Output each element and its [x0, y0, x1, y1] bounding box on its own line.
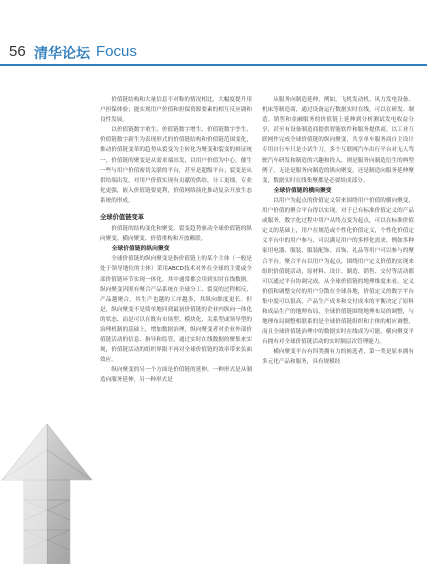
page-header: [0, 40, 427, 66]
decorative-arrow-graphic: [0, 420, 95, 564]
paragraph: 全球价值链的纵向聚变是指价值链上的某个主体（一般是处于领导地位的主体）采用ABCD技术对外在全球的主要或全部价值链环节实现一体化。其中通常都会用到实时在线数据。纵向聚变因照有聚合产品系统在全球分工、裂变的过程相反，产品越聚合，其生产也越的工序越多，其纵向维度更长。但是，纵向聚变不是简单地回到最初价值链的企业内纵向一体化的状态，而是可以在既有市场型、模块化、关系型或领导型的治理机制的基础上，增加数据治理，纵向聚变者对企业外部价值链活动的信息、指导和监管，通过实时在线数据的聚集来实现，价值链活动的组织界限不再对全球价值链的效率带来负面效应。: [100, 256, 252, 364]
paragraph: 横向聚变平台有四类拥有力的候选者，第一类是原本拥有多元化产品和服务，具有规模经: [262, 349, 414, 366]
page-number: 56: [9, 43, 26, 60]
right-column: [262, 95, 414, 368]
paragraph: 从服务向制造延伸，例如，飞机发动机、风力发电设备、机床等制造商，通过设备运行数据实时在线，可以在研发、制造、销售和金融服务的价值链上延伸到分析测试发电收益分享，甚至有设备制造商提供智能软件和服务提供商。以工业互联网作完成全球价值链的纵向聚变，共享单车服务商自主设计专用自行车只是小试牛刀，多个互联网汽车出行平台对无人驾驶汽车研发和制造的兴趣和投入，则是服务向制造衍生的典型例子，无论是服务向制造的纵向聚变，还是制造向服务延伸聚变，数据实时在线集聚都是必要组成部分。: [262, 97, 414, 184]
left-column: [100, 95, 252, 386]
paragraph: 以用户为起点的价值定义带来围绕用户价值的横向聚变，用户价值的聚合平台得以实现。对于已有标准价值定义的产品或服务，数字化过程中用户从终点变为起点，可以在标准价值定义的基础上，用户在规范或个性化价值定义，个性化价值定义平台中的用户参与，可以满足用户的多样化需求，例如多种家用电器、服装、服装配饰、首饰、礼品等用户可以参与的聚合平台。聚合平台以用户为起点，围绕用户定义价值的实现来组织价值链活动，原材料、设计、制造、销售、交付等活动都可以通过平台协调完成。从全球价值链的地理维度来看，定义价值和调整交付的用户分散在全球各地，价值定义的数字平台集中度可以很高，产品生产成本和交付成本的平衡决定了原料和成品生产的地理布局，全球价值链围绕地理布局的调整，与地理布局调整相联系的是全球价值链组织和主体的相应调整，而且全球价值链治理中的数据实时在线成为可能，横向聚变平台拥有对全球价值链活动的实时隔层次管理能力。: [262, 197, 414, 346]
subheading-vertical-convergence: 全球价值链的纵向聚变: [111, 246, 170, 253]
section-title-en: Focus: [96, 43, 137, 60]
paragraph: 价值链结构和大量信息不对称的情况相比，大幅度提升用户担保体验；能实现用户价值和担保资源要素的相互反应调和良性发展。: [100, 97, 252, 124]
subheading-horizontal-convergence: 全球价值链的横向聚变: [273, 187, 332, 194]
paragraph: 价值链的结构变化和聚变、裂变趋势驱动全球价值链的纵向聚变、横向聚变、价值重构和开放赖联。: [100, 226, 252, 243]
paragraph: 纵向聚变的另一个方面是价值链的延伸，一种形式是从制造向服务延伸，另一种形式是: [100, 367, 252, 384]
section-title: 清华论坛: [34, 46, 90, 62]
subheading-value-chain-transformation: 全球价值链变革: [100, 214, 145, 222]
header-divider: [0, 64, 427, 66]
paragraph: 以价值链数字重生、价值链数字增生、价值链数字孪生、价值链数字新生为表现形式的价值链结构和价值链范围变化，推动价值链变革的趋势从裂变为主转化为聚变和裂变的辩证统一，价值链的聚变是从需求端出发，以用户价值为中心，催生一些与用户价值密切关联的平台，甚至是超级平台；裂变是从供给端出发，对用户价值实现有贡献的供给，分工更细，专业化更强，嵌入价值链要更利，价值网络演化推动复杂开放生态系统的形成。: [100, 127, 252, 204]
